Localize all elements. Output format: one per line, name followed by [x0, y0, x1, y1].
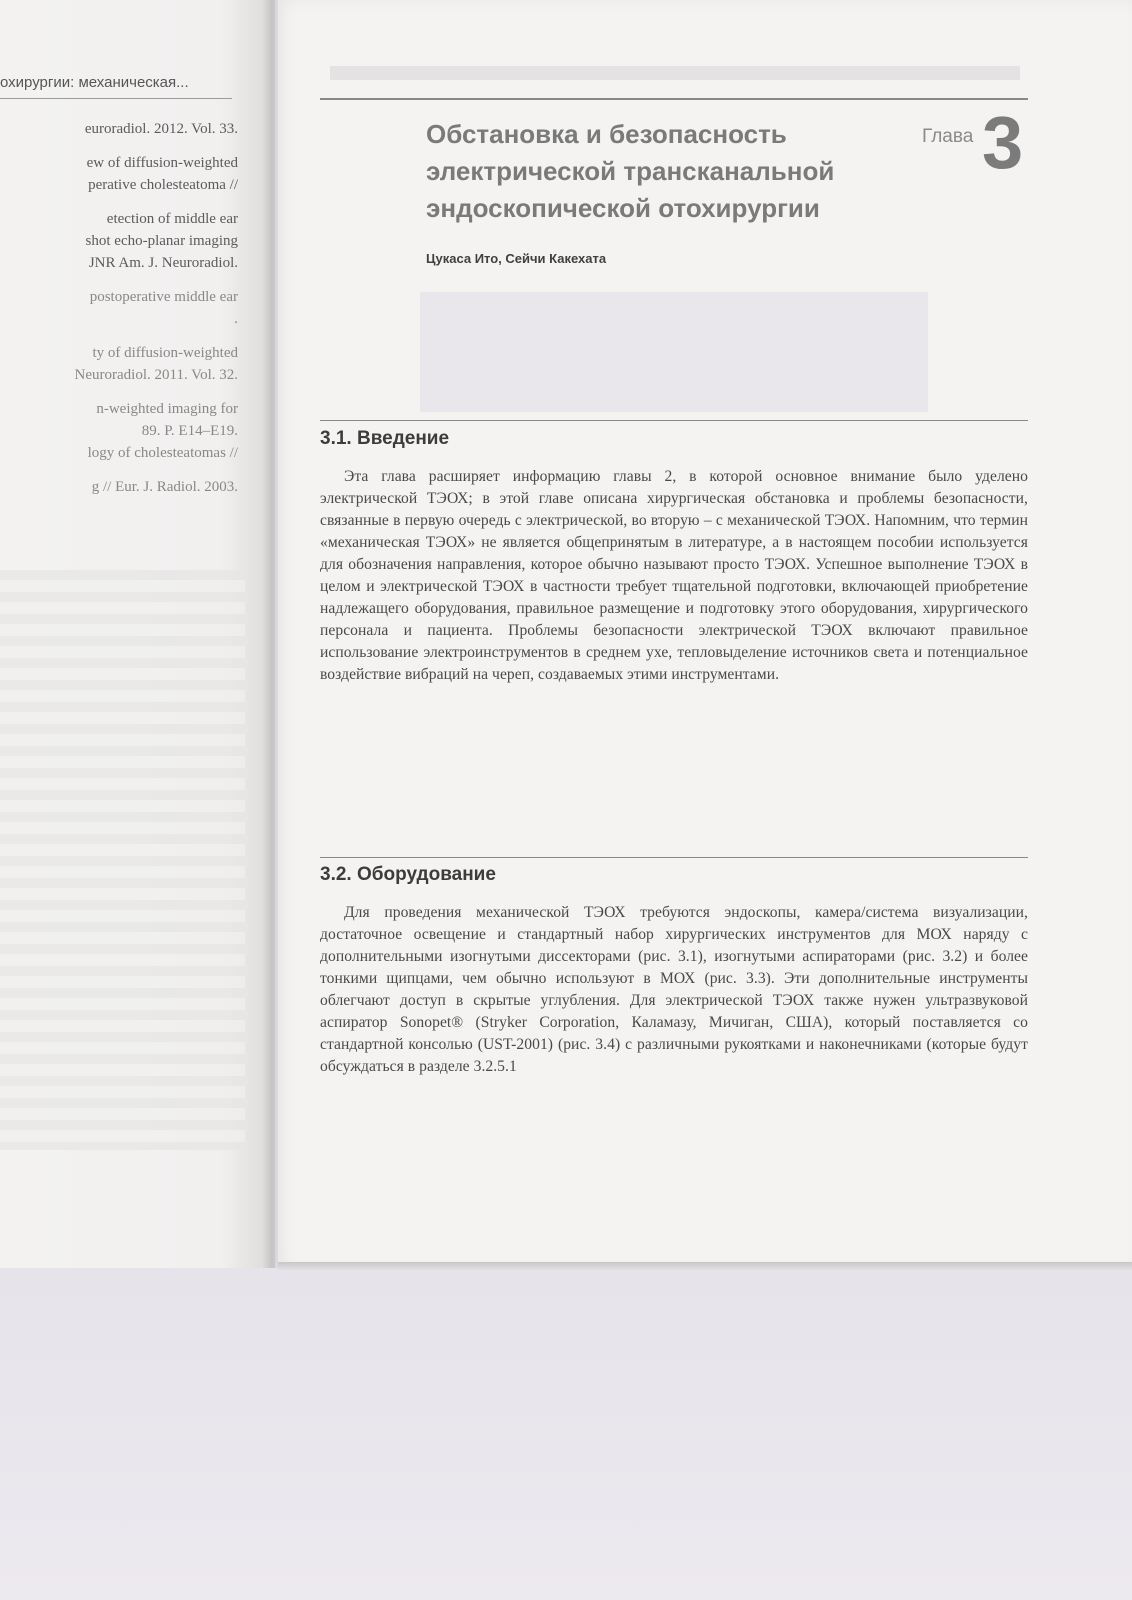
chapter-number: 3 [982, 101, 1024, 184]
reference-item: ty of diffusion-weighted Neuroradiol. 2011. Vol. 32. [74, 345, 238, 383]
chapter-authors: Цукаса Ито, Сейчи Какехата [426, 251, 607, 266]
reference-item: etection of middle ear shot echo-planar imaging JNR Am. J. Neuroradiol. [85, 211, 238, 271]
section-rule [320, 857, 1028, 858]
left-header-rule [0, 98, 232, 99]
reference-item: euroradiol. 2012. Vol. 33. [84, 121, 238, 137]
bleed-through-figure [420, 292, 928, 412]
reference-list [0, 118, 238, 510]
bleed-through-header [330, 66, 1020, 80]
bleed-through-text [0, 570, 245, 1150]
scan-background [0, 1268, 1132, 1600]
section-heading-equipment: 3.2. Оборудование [320, 864, 496, 885]
reference-item: n-weighted imaging for 89. P. E14–E19. logy of cholesteatomas // [87, 401, 238, 461]
chapter-label: Глава [922, 126, 974, 147]
section-heading-introduction: 3.1. Введение [320, 428, 450, 449]
section-paragraph-equipment: Для проведения механической ТЭОХ требуются эндоскопы, камера/система визуализации, достаточное освещение и стандартный набор хирургических инструментов для МОХ наряду с дополнительными изогнутыми диссекторами (рис. 3.1), изогнутыми аспираторами (рис. 3.2) и более тонкими щипцами, чем обычно используют в МОХ (рис. 3.3). Эти дополнительные инструменты облегчают доступ в скрытые углубления. Для электрической ТЭОХ также нужен ультразвуковой аспиратор Sonopet® (Stryker Corporation, Каламазу, Мичиган, США), который поставляется со стандартной консолью (UST-2001) (рис. 3.4) с различными рукоятками и наконечниками (которые будут обсуждаться в разделе 3.2.5.1 [320, 904, 1028, 1075]
left-page-running-header: охирургии: механическая... [0, 74, 189, 91]
chapter-title: Обстановка и безопасность электрической трансканальной эндоскопической отохирургии [426, 119, 835, 223]
section-rule [320, 420, 1028, 421]
reference-item: postoperative middle ear . [89, 289, 238, 327]
page-bottom-edge [278, 1262, 1132, 1270]
left-page [0, 0, 275, 1268]
top-rule [320, 98, 1028, 100]
section-paragraph-introduction: Эта глава расширяет информацию главы 2, в которой основное внимание было уделено электрической ТЭОХ; в этой главе описана хирургическая обстановка и проблемы безопасности, связанные в первую очередь с электрической, во вторую – с механической ТЭОХ. Напомним, что термин «механическая ТЭОХ» не является общепринятым в литературе, а в настоящем пособии используется для обозначения направления, которое обычно называют просто ТЭОХ. Успешное выполнение ТЭОХ в целом и электрической ТЭОХ в частности требует тщательной подготовки, включающей приобретение надлежащего оборудования, правильное размещение и подготовку этого оборудования, хирургического персонала и пациента. Проблемы безопасности электрической ТЭОХ включают правильное использование электроинструментов в среднем ухе, тепловыделение источников света и потенциальное воздействие вибраций на череп, создаваемых этими инструментами. [320, 468, 1028, 683]
reference-item: ew of diffusion-weighted perative cholesteatoma // [86, 155, 238, 193]
reference-item: g // Eur. J. Radiol. 2003. [91, 479, 238, 495]
